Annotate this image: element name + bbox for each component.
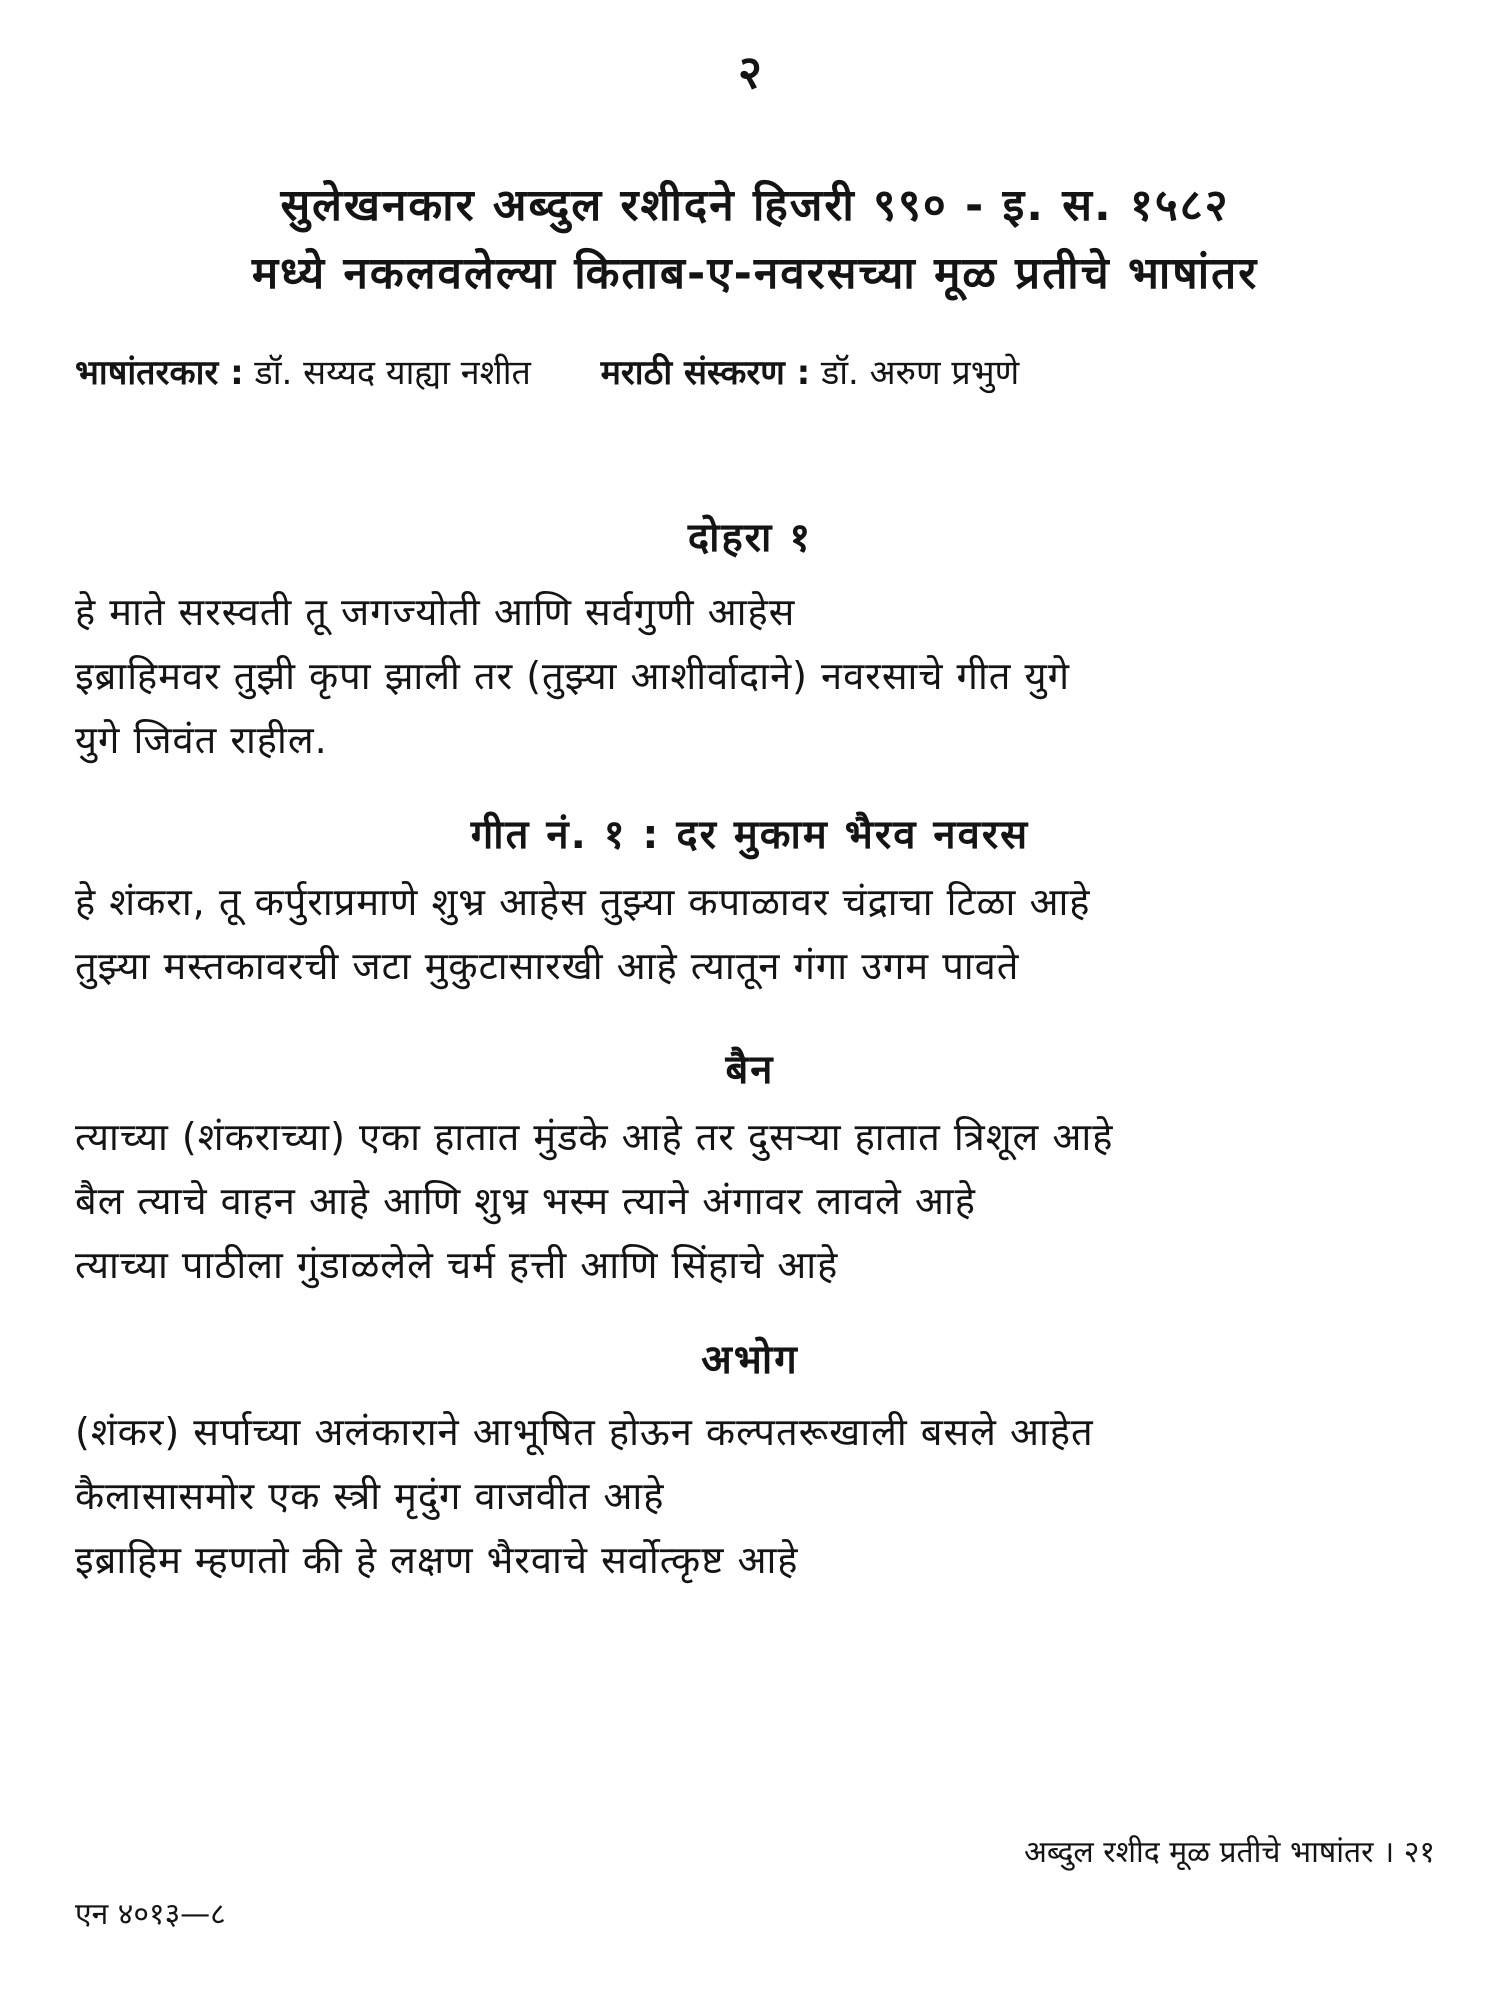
section-heading-geet: गीत नं. १ : दर मुकाम भैरव नवरस bbox=[470, 812, 1030, 858]
verse-block-dohara bbox=[75, 580, 1465, 772]
verse-line: कैलासासमोर एक स्त्री मृदुंग वाजवीत आहे bbox=[75, 1474, 665, 1518]
verse-line: त्याच्या पाठीला गुंडाळलेले चर्म हत्ती आणि सिंहाचे आहे bbox=[75, 1243, 839, 1287]
verse-line: युगे जिवंत राहील. bbox=[75, 718, 328, 762]
verse-block-geet bbox=[75, 870, 1465, 998]
verse-line: त्याच्या (शंकराच्या) एका हातात मुंडके आहे तर दुसऱ्या हातात त्रिशूल आहे bbox=[75, 1115, 1114, 1159]
page-number: २ bbox=[738, 45, 762, 99]
title-line-1: सुलेखनकार अब्दुल रशीदने हिजरी ९९० - इ. स. १५८२ bbox=[280, 180, 1230, 231]
document-title bbox=[70, 172, 1440, 308]
print-code: एन ४०१३—८ bbox=[75, 1897, 226, 1932]
editor-name: डॉ. अरुण प्रभुणे bbox=[821, 353, 1020, 393]
translator-label: भाषांतरकार : bbox=[75, 353, 244, 393]
credits-line bbox=[75, 348, 1455, 394]
verse-line: तुझ्या मस्तकावरची जटा मुकुटासारखी आहे त्यातून गंगा उगम पावते bbox=[75, 944, 1020, 988]
verse-line: इब्राहिम म्हणतो की हे लक्षण भैरवाचे सर्वोत्कृष्ट आहे bbox=[75, 1538, 799, 1582]
section-heading-bain: बैन bbox=[725, 1047, 775, 1093]
verse-line: हे शंकरा, तू कर्पुराप्रमाणे शुभ्र आहेस तुझ्या कपाळावर चंद्राचा टिळा आहे bbox=[75, 880, 1091, 924]
section-heading-dohara: दोहरा १ bbox=[687, 515, 813, 561]
editor-label: मराठी संस्करण : bbox=[600, 353, 811, 393]
verse-line: बैल त्याचे वाहन आहे आणि शुभ्र भस्म त्याने अंगावर लावले आहे bbox=[75, 1179, 976, 1223]
translator-name: डॉ. सय्यद याह्या नशीत bbox=[254, 353, 531, 393]
verse-block-bain bbox=[75, 1105, 1465, 1297]
verse-block-abhog bbox=[75, 1400, 1465, 1592]
verse-line: (शंकर) सर्पाच्या अलंकाराने आभूषित होऊन कल्पतरूखाली बसले आहेत bbox=[75, 1410, 1094, 1454]
running-footer: अब्दुल रशीद मूळ प्रतीचे भाषांतर । २१ bbox=[1024, 1835, 1435, 1870]
verse-line: हे माते सरस्वती तू जगज्योती आणि सर्वगुणी आहेस bbox=[75, 590, 796, 634]
section-heading-abhog: अभोग bbox=[701, 1337, 799, 1383]
verse-line: इब्राहिमवर तुझी कृपा झाली तर (तुझ्या आशीर्वादाने) नवरसाचे गीत युगे bbox=[75, 654, 1070, 698]
title-line-2: मध्ये नकलवलेल्या किताब-ए-नवरसच्या मूळ प्रतीचे भाषांतर bbox=[251, 248, 1259, 299]
